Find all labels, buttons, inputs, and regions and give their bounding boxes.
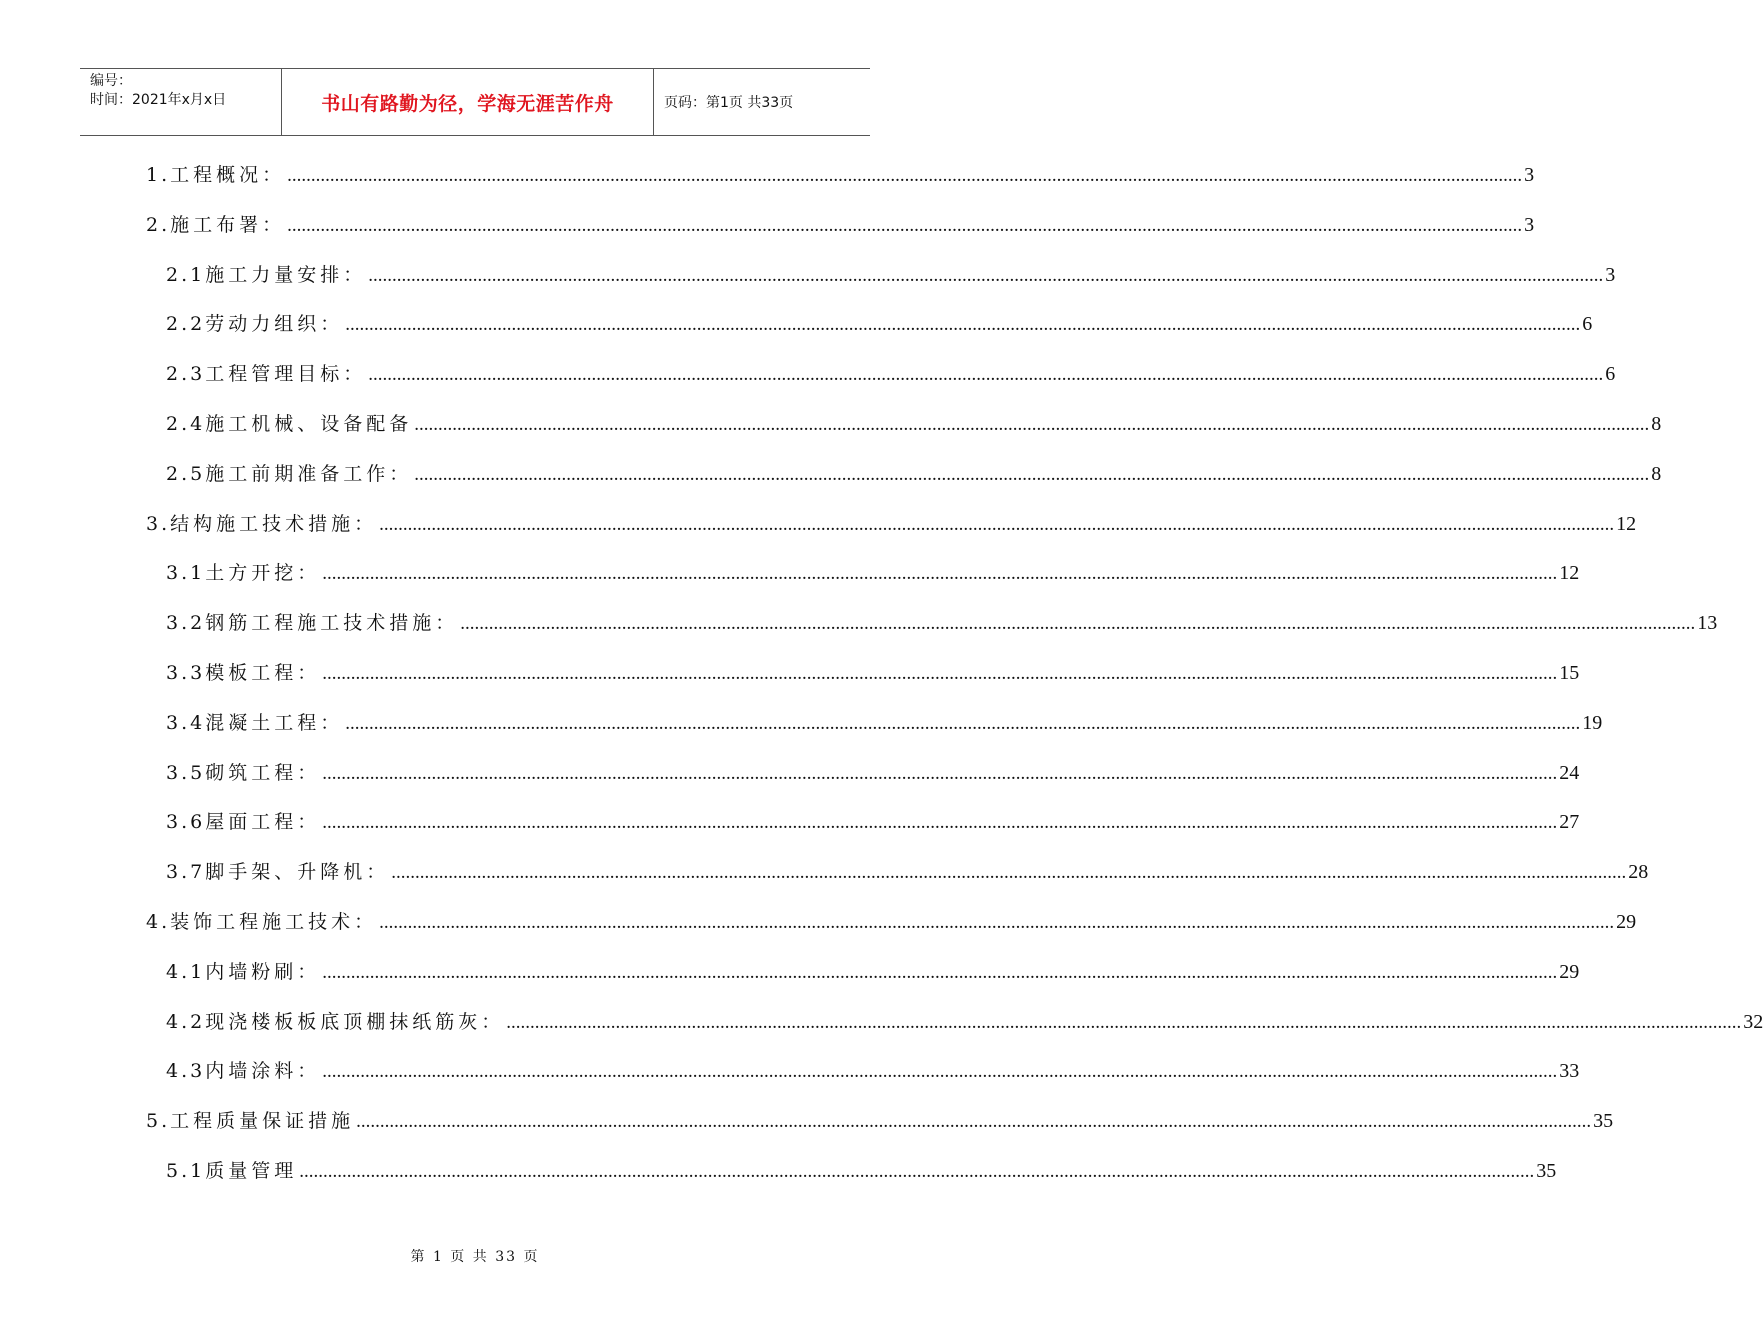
toc-dot-leader: .................................................................................................................................................................................................................................................................... [506, 1011, 1742, 1033]
toc-entry[interactable] [166, 708, 1603, 738]
toc-dot-leader: .................................................................................................................................................................................................................................................................... [322, 563, 1558, 585]
toc-entry[interactable] [146, 210, 1535, 240]
toc-entry-title: 土方开挖： [205, 562, 321, 585]
toc-entry-page: 29 [1616, 911, 1637, 933]
toc-entry[interactable] [166, 558, 1580, 588]
toc-entry[interactable] [166, 857, 1649, 887]
toc-dot-leader: .................................................................................................................................................................................................................................................................... [287, 214, 1523, 236]
toc-dot-leader: .................................................................................................................................................................................................................................................................... [391, 862, 1627, 884]
toc-entry-page: 3 [1605, 263, 1616, 286]
toc-entry-page: 28 [1628, 861, 1649, 884]
toc-entry-page: 27 [1559, 811, 1580, 834]
toc-dot-leader: .................................................................................................................................................................................................................................................................... [414, 414, 1650, 435]
toc-entry[interactable] [166, 309, 1593, 339]
toc-entry-number: 5.1 [166, 1160, 206, 1182]
toc-entry-number: 3.6 [166, 811, 206, 834]
toc-entry[interactable] [166, 260, 1616, 290]
toc-entry[interactable] [166, 1156, 1557, 1186]
page-info: 页码：第1页 共33页 [664, 95, 794, 111]
toc-entry-page: 6 [1582, 313, 1593, 336]
toc-entry-number: 3.1 [166, 562, 206, 585]
toc-entry-page: 12 [1559, 562, 1580, 585]
toc-entry-number: 5. [146, 1110, 171, 1133]
toc-entry-page: 8 [1651, 413, 1662, 435]
toc-entry-title: 屋面工程： [205, 811, 321, 834]
toc-entry-page: 3 [1524, 164, 1535, 186]
toc-dot-leader: .................................................................................................................................................................................................................................................................... [322, 663, 1558, 684]
toc-entry-number: 3.7 [166, 861, 206, 884]
toc-entry-number: 4.3 [166, 1060, 206, 1083]
toc-entry-number: 4.2 [166, 1010, 206, 1033]
header-page-cell [654, 69, 870, 135]
toc-entry-number: 3. [146, 512, 171, 535]
toc-entry[interactable] [146, 907, 1637, 937]
time-label: 时间：2021年x月x日 [90, 92, 227, 108]
toc-dot-leader: .................................................................................................................................................................................................................................................................... [322, 961, 1558, 983]
serial-label: 编号： [90, 73, 132, 89]
toc-dot-leader: .................................................................................................................................................................................................................................................................... [356, 1111, 1592, 1133]
toc-entry-number: 2.5 [166, 462, 206, 485]
header-meta-cell [80, 69, 282, 135]
toc-entry-title: 装饰工程施工技术： [170, 911, 378, 933]
toc-entry-title: 施工前期准备工作： [205, 462, 413, 485]
toc-entry[interactable] [166, 359, 1616, 389]
toc-entry[interactable] [166, 1007, 1763, 1037]
toc-entry[interactable] [166, 459, 1662, 489]
page-footer: 第 1 页 共 33 页 [410, 1249, 540, 1265]
toc-entry-title: 钢筋工程施工技术措施： [205, 612, 459, 635]
toc-entry-number: 2.3 [166, 363, 206, 386]
toc-entry-number: 3.2 [166, 612, 206, 635]
toc-entry-number: 2.1 [166, 263, 206, 286]
toc-entry-page: 13 [1697, 612, 1718, 635]
toc-entry-title: 工程管理目标： [205, 363, 367, 386]
toc-entry-page: 3 [1524, 213, 1535, 236]
toc-entry-page: 32 [1743, 1010, 1763, 1033]
toc-entry-page: 19 [1582, 711, 1603, 734]
toc-dot-leader: .................................................................................................................................................................................................................................................................... [322, 1061, 1558, 1083]
header-motto-cell [282, 69, 654, 135]
toc-entry-title: 工程概况： [170, 164, 286, 186]
toc-dot-leader: .................................................................................................................................................................................................................................................................... [414, 463, 1650, 485]
toc-entry-page: 29 [1559, 960, 1580, 983]
toc-entry[interactable] [146, 509, 1637, 539]
toc-entry-page: 33 [1559, 1060, 1580, 1083]
toc-entry-number: 2.4 [166, 413, 206, 435]
toc-entry-number: 3.4 [166, 711, 206, 734]
motto-text: 书山有路勤为径，学海无涯苦作舟 [321, 92, 614, 115]
toc-entry-number: 3.5 [166, 761, 206, 784]
toc-dot-leader: .................................................................................................................................................................................................................................................................... [345, 712, 1581, 734]
toc-entry-title: 脚手架、升降机： [205, 861, 390, 884]
toc-entry-page: 15 [1559, 662, 1580, 684]
toc-entry[interactable] [146, 1106, 1614, 1136]
toc-entry-title: 施工力量安排： [205, 263, 367, 286]
toc-dot-leader: .................................................................................................................................................................................................................................................................... [460, 613, 1696, 635]
toc-entry-title: 质量管理 [205, 1160, 298, 1182]
toc-entry-title: 模板工程： [205, 662, 321, 684]
toc-entry-number: 3.3 [166, 662, 206, 684]
toc-entry-page: 12 [1616, 512, 1637, 535]
toc-dot-leader: .................................................................................................................................................................................................................................................................... [368, 264, 1604, 286]
toc-dot-leader: .................................................................................................................................................................................................................................................................... [368, 364, 1604, 386]
toc-entry-title: 内墙涂料： [205, 1060, 321, 1083]
toc-entry-title: 劳动力组织： [205, 313, 344, 336]
toc-dot-leader: .................................................................................................................................................................................................................................................................... [322, 812, 1558, 834]
toc-dot-leader: .................................................................................................................................................................................................................................................................... [379, 513, 1615, 535]
toc-entry[interactable] [166, 758, 1580, 788]
toc-entry-page: 24 [1559, 761, 1580, 784]
toc-entry[interactable] [166, 658, 1580, 688]
toc-entry-title: 内墙粉刷： [205, 960, 321, 983]
toc-dot-leader: .................................................................................................................................................................................................................................................................... [322, 762, 1558, 784]
toc-entry-page: 6 [1605, 363, 1616, 386]
toc-entry-number: 4.1 [166, 960, 206, 983]
toc-entry[interactable] [166, 957, 1580, 987]
toc-entry-number: 2.2 [166, 313, 206, 336]
toc-entry-title: 施工机械、设备配备 [205, 413, 413, 435]
toc-entry[interactable] [146, 160, 1535, 190]
toc-entry[interactable] [166, 807, 1580, 837]
toc-dot-leader: .................................................................................................................................................................................................................................................................... [287, 165, 1523, 186]
toc-entry-number: 2. [146, 213, 171, 236]
toc-entry-title: 工程质量保证措施 [170, 1110, 355, 1133]
toc-entry[interactable] [166, 409, 1662, 439]
toc-entry-title: 施工布署： [170, 213, 286, 236]
toc-entry-title: 混凝土工程： [205, 711, 344, 734]
toc-entry-page: 8 [1651, 462, 1662, 485]
toc-entry-title: 砌筑工程： [205, 761, 321, 784]
document-header [80, 68, 870, 136]
toc-entry[interactable] [166, 1056, 1580, 1086]
toc-entry[interactable] [166, 608, 1718, 638]
toc-entry-page: 35 [1536, 1160, 1557, 1182]
toc-entry-title: 结构施工技术措施： [170, 512, 378, 535]
toc-dot-leader: .................................................................................................................................................................................................................................................................... [299, 1161, 1535, 1182]
toc-dot-leader: .................................................................................................................................................................................................................................................................... [379, 912, 1615, 933]
toc-entry-title: 现浇楼板板底顶棚抹纸筋灰： [205, 1010, 505, 1033]
toc-entry-number: 4. [146, 911, 171, 933]
toc-entry-number: 1. [146, 164, 171, 186]
toc-entry-page: 35 [1593, 1110, 1614, 1133]
toc-dot-leader: .................................................................................................................................................................................................................................................................... [345, 314, 1581, 336]
